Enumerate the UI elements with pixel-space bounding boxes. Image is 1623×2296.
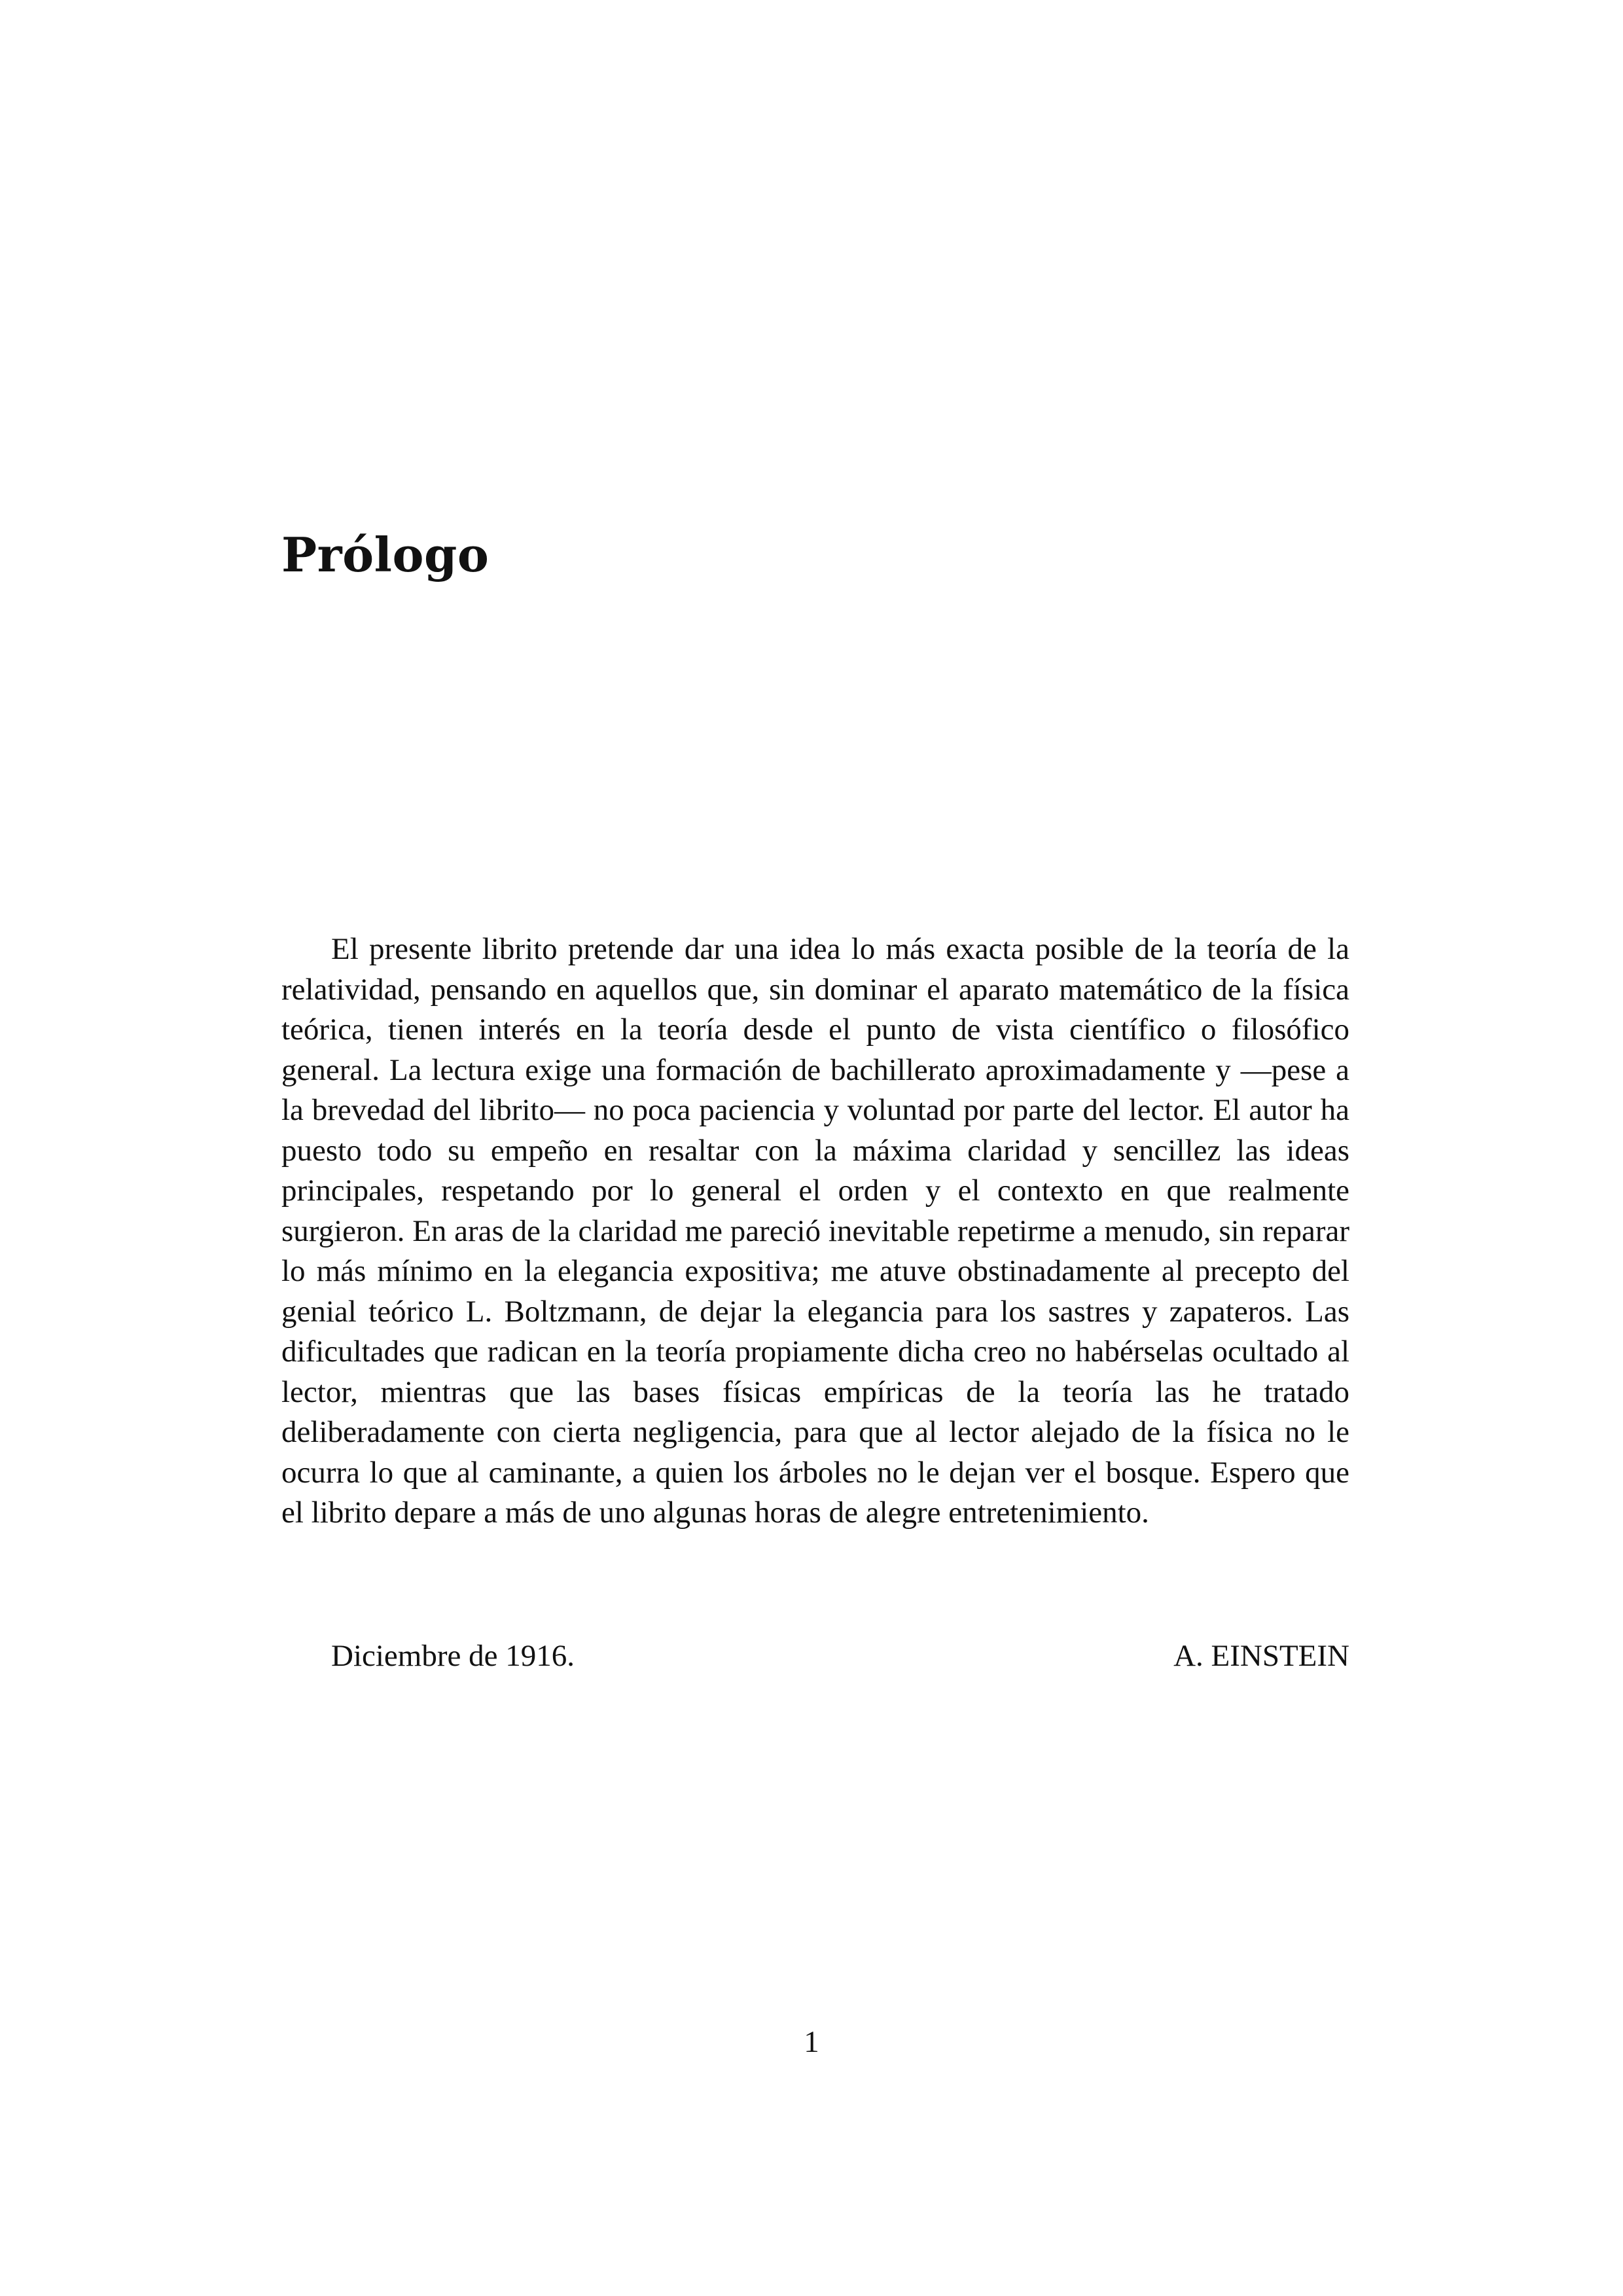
prologue-paragraph: El presente librito pretende dar una idea lo más exacta posible de la teoría de la relatividad, pensando en aquellos que, sin dominar el aparato matemático de la física teórica, tienen interés en la teoría desde el punto de vista científico o filosófico general. La lectura exige una formación de bachillerato aproximadamente y —pese a la brevedad del librito— no poca paciencia y voluntad por parte del lector. El autor ha puesto todo su empeño en resaltar con la máxima claridad y sencillez las ideas principales, respetando por lo general el orden y el contexto en que realmente surgieron. En aras de la claridad me pareció inevitable repetirme a menudo, sin reparar lo más mínimo en la elegancia expositiva; me atuve obstinadamente al precepto del genial teórico L. Boltzmann, de dejar la elegancia para los sastres y zapateros. Las dificultades que radican en la teoría propiamente dicha creo no habérselas ocultado al lector, mientras que las bases físicas empíricas de la teoría las he tratado deliberadamente con cierta negligencia, para que al lector alejado de la física no le ocurra lo que al caminante, a quien los árboles no le dejan ver el bosque. Espero que el librito depare a más de uno algunas horas de alegre entretenimiento.	[281, 932, 1349, 1530]
signature-line	[281, 1636, 1349, 1677]
date-text: Diciembre de 1916.	[331, 1639, 575, 1673]
author-name: A. EINSTEIN	[1173, 1639, 1349, 1673]
page-number: 1	[804, 2025, 819, 2059]
page-title: Prólogo	[281, 527, 490, 583]
